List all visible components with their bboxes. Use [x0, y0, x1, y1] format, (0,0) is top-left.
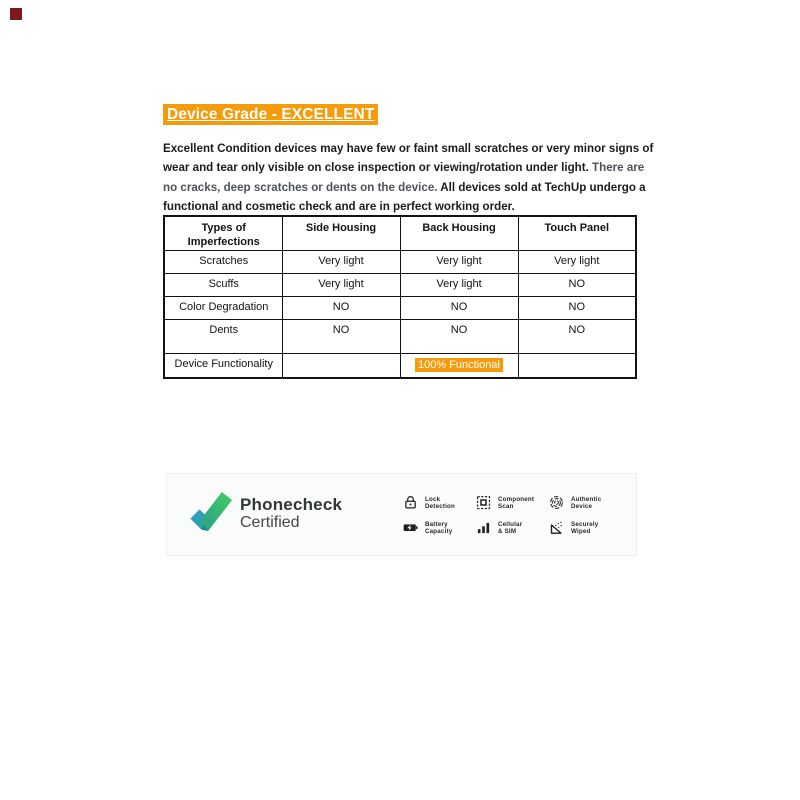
- phonecheck-certified-badge: [166, 473, 637, 556]
- brand-name: Phonecheck: [240, 495, 343, 514]
- feature-label: Component Scan: [498, 495, 535, 510]
- column-header-touch-panel: Touch Panel: [518, 216, 636, 250]
- table-cell: Very light: [282, 273, 400, 296]
- wipe-icon: [549, 520, 564, 535]
- description-line: [163, 178, 658, 197]
- table-cell: Very light: [400, 273, 518, 296]
- table-header-row: [164, 216, 636, 250]
- feature-authentic-device: [549, 490, 621, 515]
- description-paragraph: [163, 139, 658, 217]
- lock-icon: [403, 495, 418, 510]
- feature-lock-detection: [403, 490, 476, 515]
- table-cell: NO: [518, 296, 636, 319]
- row-label: Scratches: [164, 250, 282, 273]
- table-cell: [400, 353, 518, 378]
- signal-bars-icon: [476, 520, 491, 535]
- description-text-gray: There are: [592, 161, 645, 175]
- description-line: [163, 197, 658, 216]
- battery-icon: [403, 520, 418, 535]
- description-text-gray: no cracks, deep scratches or dents on the device.: [163, 180, 441, 194]
- row-label: Device Functionality: [164, 353, 282, 378]
- table-row-color-degradation: [164, 296, 636, 319]
- functional-highlight: 100% Functional: [415, 358, 503, 372]
- table-row-scuffs: [164, 273, 636, 296]
- feature-label: Cellular & SIM: [498, 520, 523, 535]
- table-cell: NO: [400, 296, 518, 319]
- row-label: Dents: [164, 319, 282, 353]
- feature-grid: [403, 490, 621, 540]
- column-header-side-housing: Side Housing: [282, 216, 400, 250]
- description-text: All devices sold at TechUp undergo a: [440, 180, 646, 194]
- table-cell-empty: [282, 353, 400, 378]
- table-cell: NO: [518, 273, 636, 296]
- description-text: wear and tear only visible on close inspection or viewing/rotation under light.: [163, 161, 593, 175]
- table-cell: Very light: [400, 250, 518, 273]
- feature-securely-wiped: [549, 515, 621, 540]
- table-cell: Very light: [518, 250, 636, 273]
- feature-label: Lock Detection: [425, 495, 455, 510]
- row-label: Scuffs: [164, 273, 282, 296]
- page-title: [163, 104, 378, 125]
- component-scan-icon: [476, 495, 491, 510]
- table-row-scratches: [164, 250, 636, 273]
- table-cell: NO: [400, 319, 518, 353]
- corner-marker: [10, 8, 22, 20]
- column-header-types: Types of Imperfections: [164, 216, 282, 250]
- feature-label: Authentic Device: [571, 495, 602, 510]
- table-row-dents: [164, 319, 636, 353]
- brand-subtitle: Certified: [240, 514, 300, 531]
- description-text: functional and cosmetic check and are in perfect working order.: [163, 200, 515, 214]
- column-header-back-housing: Back Housing: [400, 216, 518, 250]
- table-cell: NO: [282, 319, 400, 353]
- table-cell-empty: [518, 353, 636, 378]
- feature-label: Securely Wiped: [571, 520, 599, 535]
- fingerprint-icon: [549, 495, 564, 510]
- feature-component-scan: [476, 490, 549, 515]
- table-cell: NO: [518, 319, 636, 353]
- table-cell: NO: [282, 296, 400, 319]
- table-row-device-functionality: [164, 353, 636, 378]
- brand-text-block: [240, 495, 342, 532]
- feature-cellular-sim: [476, 515, 549, 540]
- feature-label: Battery Capacity: [425, 520, 453, 535]
- page-title-text: Device Grade - EXCELLENT: [163, 104, 378, 125]
- table-cell: Very light: [282, 250, 400, 273]
- imperfections-table: [163, 215, 637, 379]
- description-line: [163, 158, 658, 177]
- feature-battery-capacity: [403, 515, 476, 540]
- description-text: Excellent Condition devices may have few or faint small scratches or very minor signs of: [163, 142, 654, 155]
- row-label: Color Degradation: [164, 296, 282, 319]
- phonecheck-checkmark-icon: [187, 487, 235, 535]
- description-line: [163, 139, 658, 158]
